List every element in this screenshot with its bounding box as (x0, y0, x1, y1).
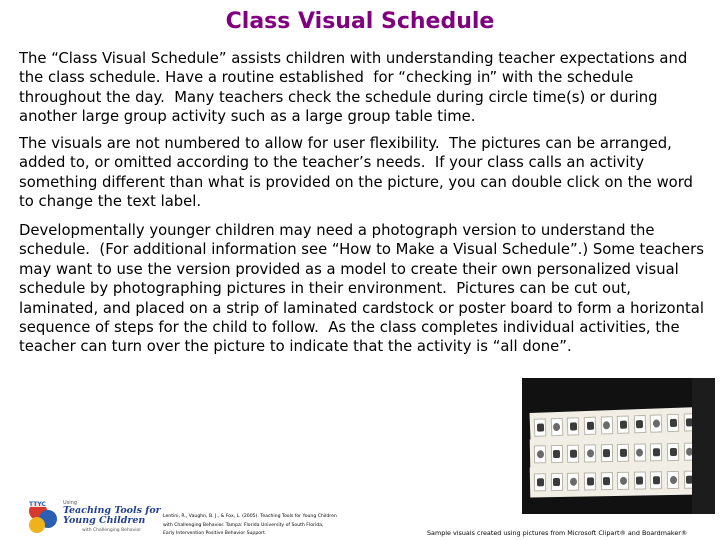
paragraph-photograph-version: Developmentally younger children may need a photograph version to understand the schedule. (For additional information see “How to Make a Visual Schedule”.) Some teachers may want to use the version provided as a model to create their own personalized visual schedule by photographing pictures in their environment. Pictures can be cut out, laminated, and placed on a strip of laminated cardstock or poster board to form a horizontal sequence of steps for the child to follow. As the class completes individual activities, the teacher can turn over the picture to indicate that the activity is “all done”. (19, 222, 704, 356)
page-title: Class Visual Schedule (225, 9, 495, 34)
citation-line: Early Intervention Positive Behavior Support. (163, 531, 267, 537)
schedule-strip (530, 465, 700, 498)
citation-line: with Challenging Behavior. Tampa: Florida University of South Florida, (163, 522, 324, 528)
citation-line: Lentini, R., Vaughn, B. J., & Fox, L. (2005). Teaching Tools for Young Children (163, 514, 337, 519)
image-credit: Sample visuals created using pictures from Microsoft Clipart® and Boardmaker® (427, 529, 688, 537)
photo-background (692, 378, 715, 514)
citation (163, 513, 393, 539)
logo-sub-text: with Challenging Behavior (82, 528, 142, 533)
logo-main-text: Teaching Tools for Young Children (63, 505, 161, 526)
teaching-tools-logo (24, 497, 161, 537)
visual-schedule-photo (522, 378, 715, 514)
svg-text:TTYC: TTYC (29, 501, 46, 508)
paragraph-intro: The “Class Visual Schedule” assists children with understanding teacher expectations and the class schedule. Have a routine established for “checking in” with the schedule throughout the day. Many teachers check the schedule during circle time(s) or during another large group activity such as a large group table time. (19, 50, 688, 126)
paragraph-flexibility: The visuals are not numbered to allow for user flexibility. The pictures can be arranged, added to, or omitted according to the teacher’s needs. If your class calls an activity something different than what is provided on the picture, you can double click on the word to change the text label. (19, 135, 693, 211)
ttyc-logo-icon (24, 497, 62, 537)
logo-small-text: Using (63, 500, 77, 506)
